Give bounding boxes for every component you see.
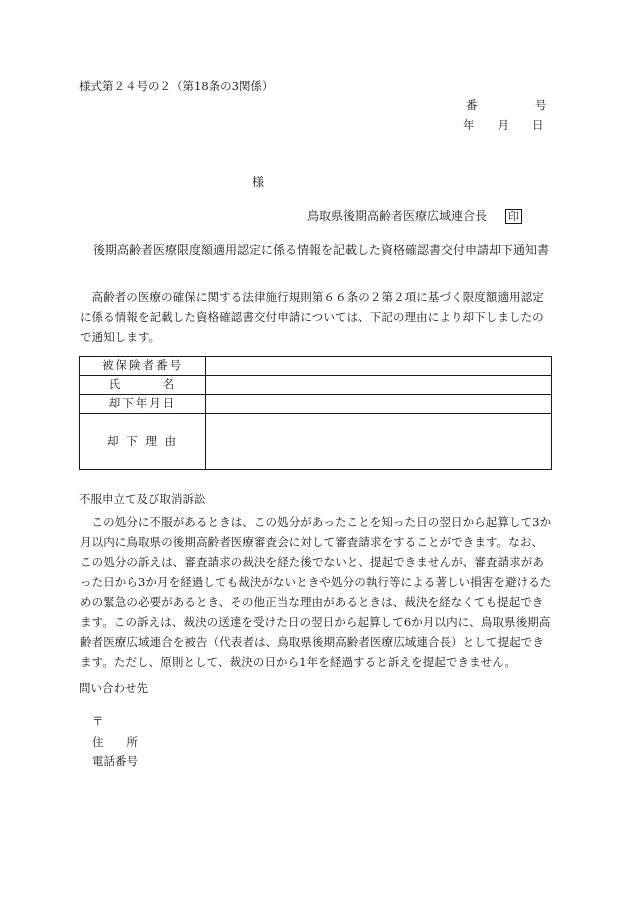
name-value bbox=[206, 376, 552, 395]
address-label: 住 所 bbox=[92, 735, 138, 749]
document-title: 後期高齢者医療限度額適用認定に係る情報を記載した資格確認書交付申請却下通知書 bbox=[93, 243, 550, 257]
rejection-reason-label: 却 下 理 由 bbox=[80, 414, 206, 470]
appeal-heading: 不服申立て及び取消訴訟 bbox=[79, 492, 206, 506]
notice-body: 高齢者の医療の確保に関する法律施行規則第６６条の２第２項に基づく限度額適用認定に係る情報を記載した資格確認書交付申請については、下記の理由により却下しましたので通知します。 bbox=[80, 290, 544, 344]
rejection-reason-value bbox=[206, 414, 552, 470]
rejection-date-value bbox=[206, 395, 552, 414]
reference-number-line: 番 号 bbox=[466, 98, 547, 112]
phone-label: 電話番号 bbox=[92, 754, 138, 768]
contact-heading: 問い合わせ先 bbox=[79, 681, 148, 695]
table-row bbox=[80, 395, 552, 414]
table-row bbox=[80, 414, 552, 470]
addressee-honorific: 様 bbox=[252, 175, 265, 189]
sender-block bbox=[307, 209, 522, 224]
form-number: 様式第２４号の２（第18条の3関係） bbox=[79, 79, 274, 93]
notice-details-table bbox=[79, 356, 552, 470]
table-row bbox=[80, 376, 552, 395]
insured-number-label: 被保険者番号 bbox=[80, 357, 206, 376]
rejection-date-label: 却下年月日 bbox=[80, 395, 206, 414]
issue-date-line: 年 月 日 bbox=[463, 118, 544, 132]
table-row bbox=[80, 357, 552, 376]
postal-mark: 〒 bbox=[92, 714, 104, 728]
appeal-text: この処分に不服があるときは、この処分があったことを知った日の翌日から起算して3か月以内に鳥取県の後期高齢者医療審査会に対して審査請求をすることができます。なお、この処分の訴えは、審査請求の裁決を経た後でないと、提起できませんが、審査請求があった日から3か月を経過しても裁決がないときや処分の執行等による著しい損害を避けるための緊急の必要があるとき、その他正当な理由があるときは、裁決を経なくても提起できます。この訴えは、裁決の送達を受けた日の翌日から起算して6か月以内に、鳥取県後期高齢者医療広域連合を被告（代表者は、鳥取県後期高齢者医療広域連合長）として提起できます。ただし、原則として、裁決の日から1年を経過すると訴えを提起できません。 bbox=[80, 515, 552, 669]
seal-mark: 印 bbox=[505, 209, 522, 224]
sender-name: 鳥取県後期高齢者医療広域連合長 bbox=[307, 209, 488, 223]
insured-number-value bbox=[206, 357, 552, 376]
name-label: 氏 名 bbox=[80, 376, 206, 395]
